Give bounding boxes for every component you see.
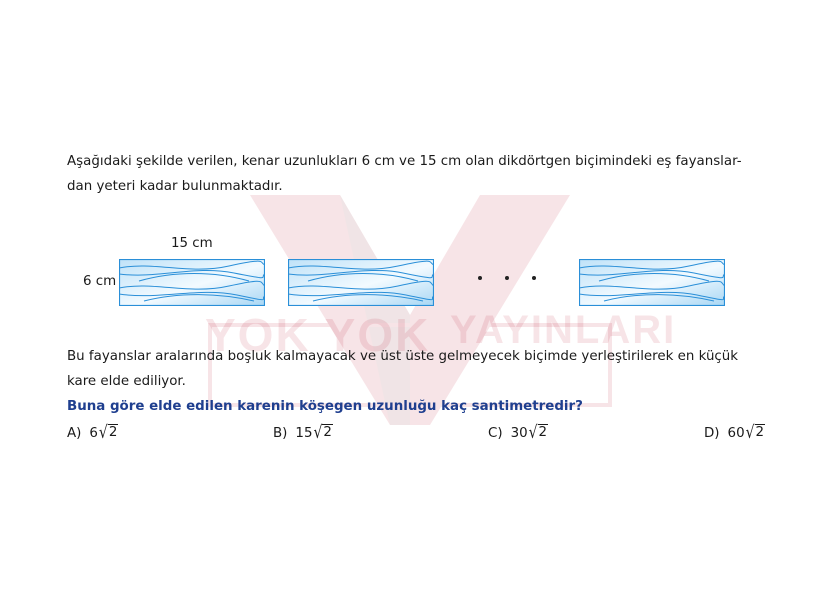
sqrt-icon: √ 2 — [528, 423, 548, 444]
option-radicand: 2 — [108, 425, 118, 440]
question-text: Buna göre elde edilen karenin köşegen uzunluğu kaç santimetredir? — [67, 399, 583, 414]
option-radicand: 2 — [323, 425, 332, 440]
option-coefficient: 60 — [727, 426, 745, 442]
tile-height-label: 6 cm — [83, 274, 117, 289]
option-coefficient: 6 — [89, 426, 98, 442]
option-letter: B) — [273, 426, 288, 442]
tile-pattern-icon — [119, 259, 265, 306]
option-coefficient: 15 — [295, 426, 313, 442]
body-line-2: kare elde ediliyor. — [67, 374, 186, 389]
ellipsis-dot — [505, 276, 509, 280]
intro-line-1: Aşağıdaki şekilde verilen, kenar uzunlukları 6 cm ve 15 cm olan dikdörtgen biçimindeki eş fayanslar- — [67, 154, 742, 169]
sqrt-icon: √ 2 — [745, 423, 765, 444]
tile-pattern-icon — [579, 259, 725, 306]
option-d[interactable] — [704, 423, 765, 444]
tile-2 — [288, 259, 434, 306]
option-letter: C) — [488, 426, 503, 442]
body-line-1: Bu fayanslar aralarında boşluk kalmayacak ve üst üste gelmeyecek biçimde yerleştirilerek en küçük — [67, 349, 739, 364]
option-coefficient: 30 — [510, 426, 528, 442]
option-letter: D) — [704, 426, 720, 442]
sqrt-icon: √ 2 — [313, 423, 332, 444]
option-radicand: 2 — [755, 425, 765, 440]
tile-3 — [579, 259, 725, 306]
ellipsis-dot — [478, 276, 482, 280]
option-letter: A) — [67, 426, 82, 442]
ellipsis-dot — [532, 276, 536, 280]
watermark-text-left: YOK YOK — [205, 309, 431, 361]
tile-1 — [119, 259, 265, 306]
intro-line-2: dan yeteri kadar bulunmaktadır. — [67, 179, 283, 194]
option-radicand: 2 — [538, 425, 548, 440]
tile-width-label: 15 cm — [171, 236, 213, 251]
option-b[interactable] — [273, 423, 333, 444]
watermark-text-right: YAYINLARI — [450, 308, 677, 352]
option-c[interactable] — [488, 423, 548, 444]
tile-pattern-icon — [288, 259, 434, 306]
option-a[interactable] — [67, 423, 118, 444]
sqrt-icon: √ 2 — [98, 423, 118, 444]
